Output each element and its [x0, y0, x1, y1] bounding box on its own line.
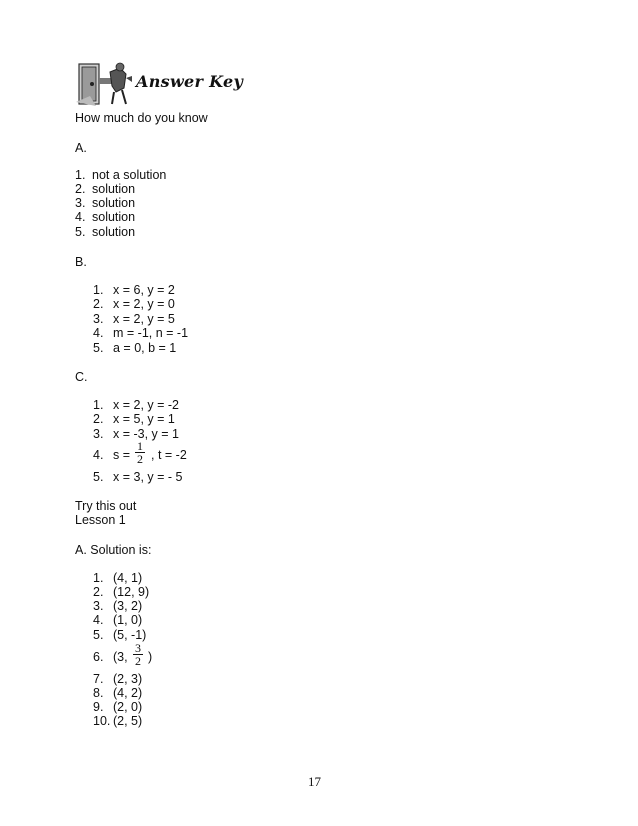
- fraction-numerator: 1: [137, 439, 143, 453]
- list-item-suffix: ): [148, 650, 153, 664]
- list-item-number: 1.: [93, 283, 104, 297]
- list-item-number: 8.: [93, 686, 104, 700]
- fraction: [132, 642, 144, 667]
- lesson-a-label: A. Solution is:: [75, 543, 152, 557]
- list-item: (12, 9): [113, 585, 150, 599]
- list-item-number: 1.: [93, 398, 104, 412]
- list-item: m = -1, n = -1: [113, 326, 189, 340]
- list-item-number: 5.: [93, 628, 104, 642]
- section-a-label: A.: [75, 141, 87, 155]
- list-item: x = 3, y = - 5: [113, 470, 183, 484]
- fraction-numerator: 3: [135, 641, 141, 655]
- list-item-number: 5.: [93, 341, 104, 355]
- list-item-number: 5.: [75, 225, 86, 239]
- list-item: x = 6, y = 2: [113, 283, 175, 297]
- list-item-number: 1.: [93, 571, 104, 585]
- list-item: solution: [92, 225, 136, 239]
- list-item: (1, 0): [113, 613, 143, 627]
- fraction-denominator: 2: [137, 452, 143, 466]
- list-item: solution: [92, 182, 136, 196]
- try-this-out-heading: Try this out: [75, 499, 137, 513]
- list-item: (4, 2): [113, 686, 143, 700]
- list-item: (2, 3): [113, 672, 143, 686]
- list-item: solution: [92, 210, 136, 224]
- section-c-label: C.: [75, 370, 88, 384]
- list-item-number: 4.: [93, 613, 104, 627]
- list-item: x = -3, y = 1: [113, 427, 180, 441]
- fraction: [134, 440, 146, 465]
- list-item-number: 4.: [75, 210, 86, 224]
- list-item: x = 5, y = 1: [113, 412, 175, 426]
- list-item: x = 2, y = 0: [113, 297, 175, 311]
- list-item: (2, 5): [113, 714, 143, 728]
- list-item-number: 1.: [75, 168, 86, 182]
- list-item-number: 3.: [93, 312, 104, 326]
- list-item-number: 4.: [93, 326, 104, 340]
- list-item-number: 3.: [93, 599, 104, 613]
- list-item-number: 6.: [93, 650, 104, 664]
- page-title: Answer Key: [136, 72, 244, 91]
- list-item-prefix: (3,: [113, 650, 128, 664]
- intro-heading: How much do you know: [75, 111, 208, 125]
- fraction-denominator: 2: [135, 654, 141, 668]
- key-door-icon: [76, 58, 134, 108]
- list-item-number: 10.: [93, 714, 111, 728]
- section-b-label: B.: [75, 255, 87, 269]
- list-item: solution: [92, 196, 136, 210]
- list-item-suffix: , t = -2: [151, 448, 187, 462]
- list-item-number: 2.: [93, 585, 104, 599]
- list-item-number: 7.: [93, 672, 104, 686]
- list-item: (2, 0): [113, 700, 143, 714]
- list-item-number: 9.: [93, 700, 104, 714]
- list-item-number: 3.: [93, 427, 104, 441]
- list-item-number: 2.: [93, 412, 104, 426]
- list-item-number: 5.: [93, 470, 104, 484]
- page-number: 17: [308, 774, 321, 789]
- list-item-prefix: s =: [113, 448, 131, 462]
- list-item: (5, -1): [113, 628, 147, 642]
- list-item: x = 2, y = 5: [113, 312, 175, 326]
- lesson-heading: Lesson 1: [75, 513, 126, 527]
- list-item-number: 2.: [93, 297, 104, 311]
- list-item: not a solution: [92, 168, 167, 182]
- list-item: a = 0, b = 1: [113, 341, 177, 355]
- list-item-number: 2.: [75, 182, 86, 196]
- list-item: (3, 2): [113, 599, 143, 613]
- list-item-number: 4.: [93, 448, 104, 462]
- list-item: (4, 1): [113, 571, 143, 585]
- list-item: x = 2, y = -2: [113, 398, 180, 412]
- list-item-number: 3.: [75, 196, 86, 210]
